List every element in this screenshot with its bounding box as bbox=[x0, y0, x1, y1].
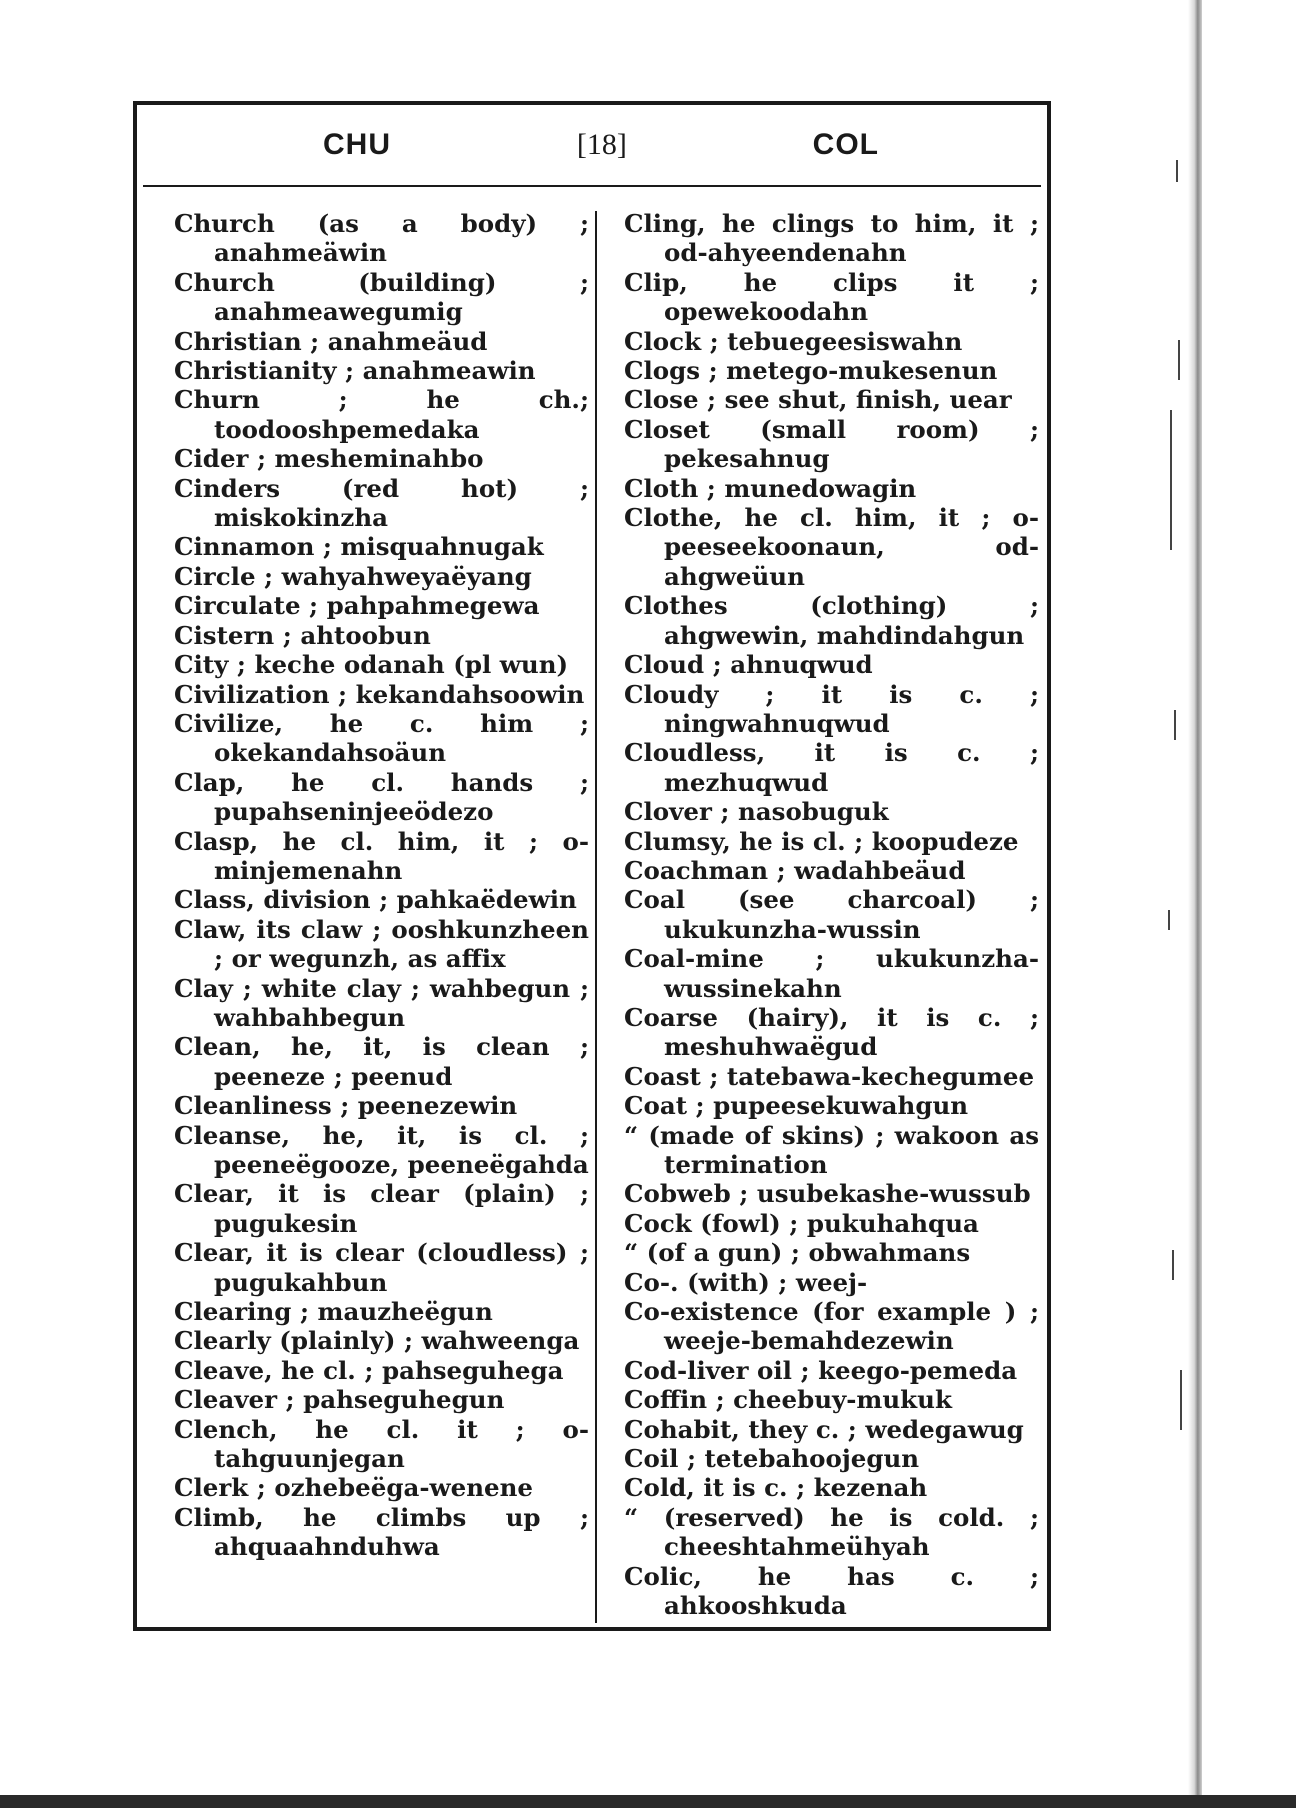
dictionary-entry: Clearly (plainly) ; wahweenga bbox=[174, 1326, 580, 1356]
page-edge bbox=[1188, 0, 1202, 1808]
dictionary-entry: Clover ; nasobuguk bbox=[624, 797, 889, 827]
dictionary-entry: Church (as a body) ; anahmeäwin bbox=[174, 209, 589, 268]
dictionary-entry: Clasp, he cl. him, it ; o-minjemenahn bbox=[174, 826, 589, 885]
dictionary-entry: Churn ; he ch.; toodooshpemedaka bbox=[174, 385, 589, 444]
dictionary-entry: Circle ; wahyahweyaëyang bbox=[174, 561, 532, 591]
dictionary-entry: Christian ; anahmeäud bbox=[174, 326, 488, 356]
header-rule bbox=[143, 185, 1041, 187]
dictionary-entry: Clock ; tebuegeesiswahn bbox=[624, 326, 963, 356]
dictionary-entry: Cobweb ; usubekashe-wussub bbox=[624, 1179, 1031, 1209]
dictionary-entry: Cloud ; ahnuqwud bbox=[624, 650, 873, 680]
dictionary-entry: Clear, it is clear (plain) ; pugukesin bbox=[174, 1179, 589, 1238]
dictionary-entry: Coarse (hairy), it is c. ; meshuhwaëgud bbox=[624, 1002, 1039, 1062]
dictionary-entry: Clothe, he cl. him, it ; o-peeseekoonaun, od-ahgweüun bbox=[624, 503, 1039, 591]
dictionary-entry: Clean, he, it, is clean ; peeneze ; peenud bbox=[174, 1032, 589, 1091]
dictionary-entry: Civilize, he c. him ; okekandahsoäun bbox=[174, 708, 589, 768]
left-guide-word: CHU bbox=[323, 128, 391, 161]
dictionary-entry: Coffin ; cheebuy-mukuk bbox=[624, 1385, 952, 1415]
dictionary-entry: Clothes (clothing) ; ahgwewin, mahdindahgun bbox=[624, 591, 1039, 650]
dictionary-entry: Climb, he climbs up ; ahquaahnduhwa bbox=[174, 1502, 589, 1562]
dictionary-entry: Christianity ; anahmeawin bbox=[174, 356, 536, 386]
binding-marks bbox=[1158, 150, 1188, 1550]
dictionary-entry: Co-. (with) ; weej- bbox=[624, 1267, 868, 1297]
dictionary-entry: Cod-liver oil ; keego-pemeda bbox=[624, 1355, 1018, 1385]
dictionary-entry: Clench, he cl. it ; o-tahguunjegan bbox=[174, 1414, 589, 1474]
dictionary-entry: Clear, it is clear (cloudless) ; pugukahbun bbox=[174, 1238, 589, 1297]
dictionary-entry: Cock (fowl) ; pukuhahqua bbox=[624, 1208, 979, 1238]
dictionary-entry: Cinders (red hot) ; miskokinzha bbox=[174, 473, 589, 533]
dictionary-entry: Coal-mine ; ukukunzha-wussinekahn bbox=[624, 944, 1039, 1003]
dictionary-entry: Clumsy, he is cl. ; koopudeze bbox=[624, 826, 1019, 856]
dictionary-entry: Circulate ; pahpahmegewa bbox=[174, 591, 540, 621]
dictionary-entry: Cleave, he cl. ; pahseguhega bbox=[174, 1355, 564, 1385]
dictionary-entry: “ (made of skins) ; wakoon as termination bbox=[624, 1120, 1039, 1179]
dictionary-entry: Clogs ; metego-mukesenun bbox=[624, 356, 998, 386]
dictionary-entry: Clerk ; ozhebeëga-wenene bbox=[174, 1473, 533, 1503]
page-header bbox=[137, 105, 1047, 185]
dictionary-entry: Cleaver ; pahseguhegun bbox=[174, 1385, 505, 1415]
dictionary-entry: City ; keche odanah (pl wun) bbox=[174, 650, 569, 680]
page-bottom-edge bbox=[0, 1795, 1296, 1808]
dictionary-entry: Colic, he has c. ; ahkooshkuda bbox=[624, 1561, 1039, 1621]
dictionary-page-frame bbox=[133, 101, 1051, 1631]
dictionary-entry: Cloth ; munedowagin bbox=[624, 473, 917, 503]
dictionary-entry: Cider ; mesheminahbo bbox=[174, 444, 484, 474]
dictionary-entry: Coat ; pupeesekuwahgun bbox=[624, 1091, 969, 1121]
dictionary-entry: Cinnamon ; misquahnugak bbox=[174, 532, 544, 562]
right-column bbox=[624, 209, 1039, 1621]
dictionary-entry: Cloudy ; it is c. ; ningwahnuqwud bbox=[624, 679, 1039, 738]
dictionary-entry: Coast ; tatebawa-kechegumee bbox=[624, 1061, 1035, 1091]
dictionary-entry: Claw, its claw ; ooshkunzheen ; or wegunzh, as affix bbox=[174, 914, 589, 974]
dictionary-entry: Clap, he cl. hands ; pupahseninjeeödezo bbox=[174, 767, 589, 827]
dictionary-entry: Class, division ; pahkaëdewin bbox=[174, 885, 577, 915]
dictionary-entry: “ (of a gun) ; obwahmans bbox=[624, 1238, 971, 1268]
dictionary-entry: “ (reserved) he is cold. ; cheeshtahmeühyah bbox=[624, 1502, 1039, 1562]
dictionary-entry: Coil ; tetebahoojegun bbox=[624, 1444, 920, 1474]
column-divider bbox=[595, 211, 597, 1623]
dictionary-entry: Cohabit, they c. ; wedegawug bbox=[624, 1414, 1024, 1444]
dictionary-entry: Clip, he clips it ; opewekoodahn bbox=[624, 267, 1039, 327]
dictionary-entry: Clay ; white clay ; wahbegun ; wahbahbegun bbox=[174, 973, 589, 1032]
dictionary-entry: Civilization ; kekandahsoowin bbox=[174, 679, 585, 709]
page-number: [18] bbox=[576, 128, 627, 161]
dictionary-entry: Cleanse, he, it, is cl. ; peeneëgooze, peeneëgahda bbox=[174, 1120, 589, 1179]
dictionary-entry: Close ; see shut, finish, uear bbox=[624, 385, 1012, 415]
dictionary-entry: Co-existence (for example ) ; weeje-bemahdezewin bbox=[624, 1297, 1039, 1356]
left-column bbox=[174, 209, 589, 1562]
dictionary-entry: Coachman ; wadahbeäud bbox=[624, 855, 966, 885]
dictionary-entry: Church (building) ; anahmeawegumig bbox=[174, 267, 589, 327]
dictionary-entry: Closet (small room) ; pekesahnug bbox=[624, 414, 1039, 474]
dictionary-entry: Cold, it is c. ; kezenah bbox=[624, 1473, 928, 1503]
dictionary-entry: Cleanliness ; peenezewin bbox=[174, 1091, 518, 1121]
dictionary-entry: Coal (see charcoal) ; ukukunzha-wussin bbox=[624, 885, 1039, 944]
dictionary-entry: Cloudless, it is c. ; mezhuqwud bbox=[624, 738, 1039, 797]
dictionary-entry: Cling, he clings to him, it ; od-ahyeendenahn bbox=[624, 209, 1039, 268]
right-guide-word: COL bbox=[812, 128, 879, 161]
dictionary-entry: Cistern ; ahtoobun bbox=[174, 620, 431, 650]
dictionary-entry: Clearing ; mauzheëgun bbox=[174, 1297, 493, 1327]
